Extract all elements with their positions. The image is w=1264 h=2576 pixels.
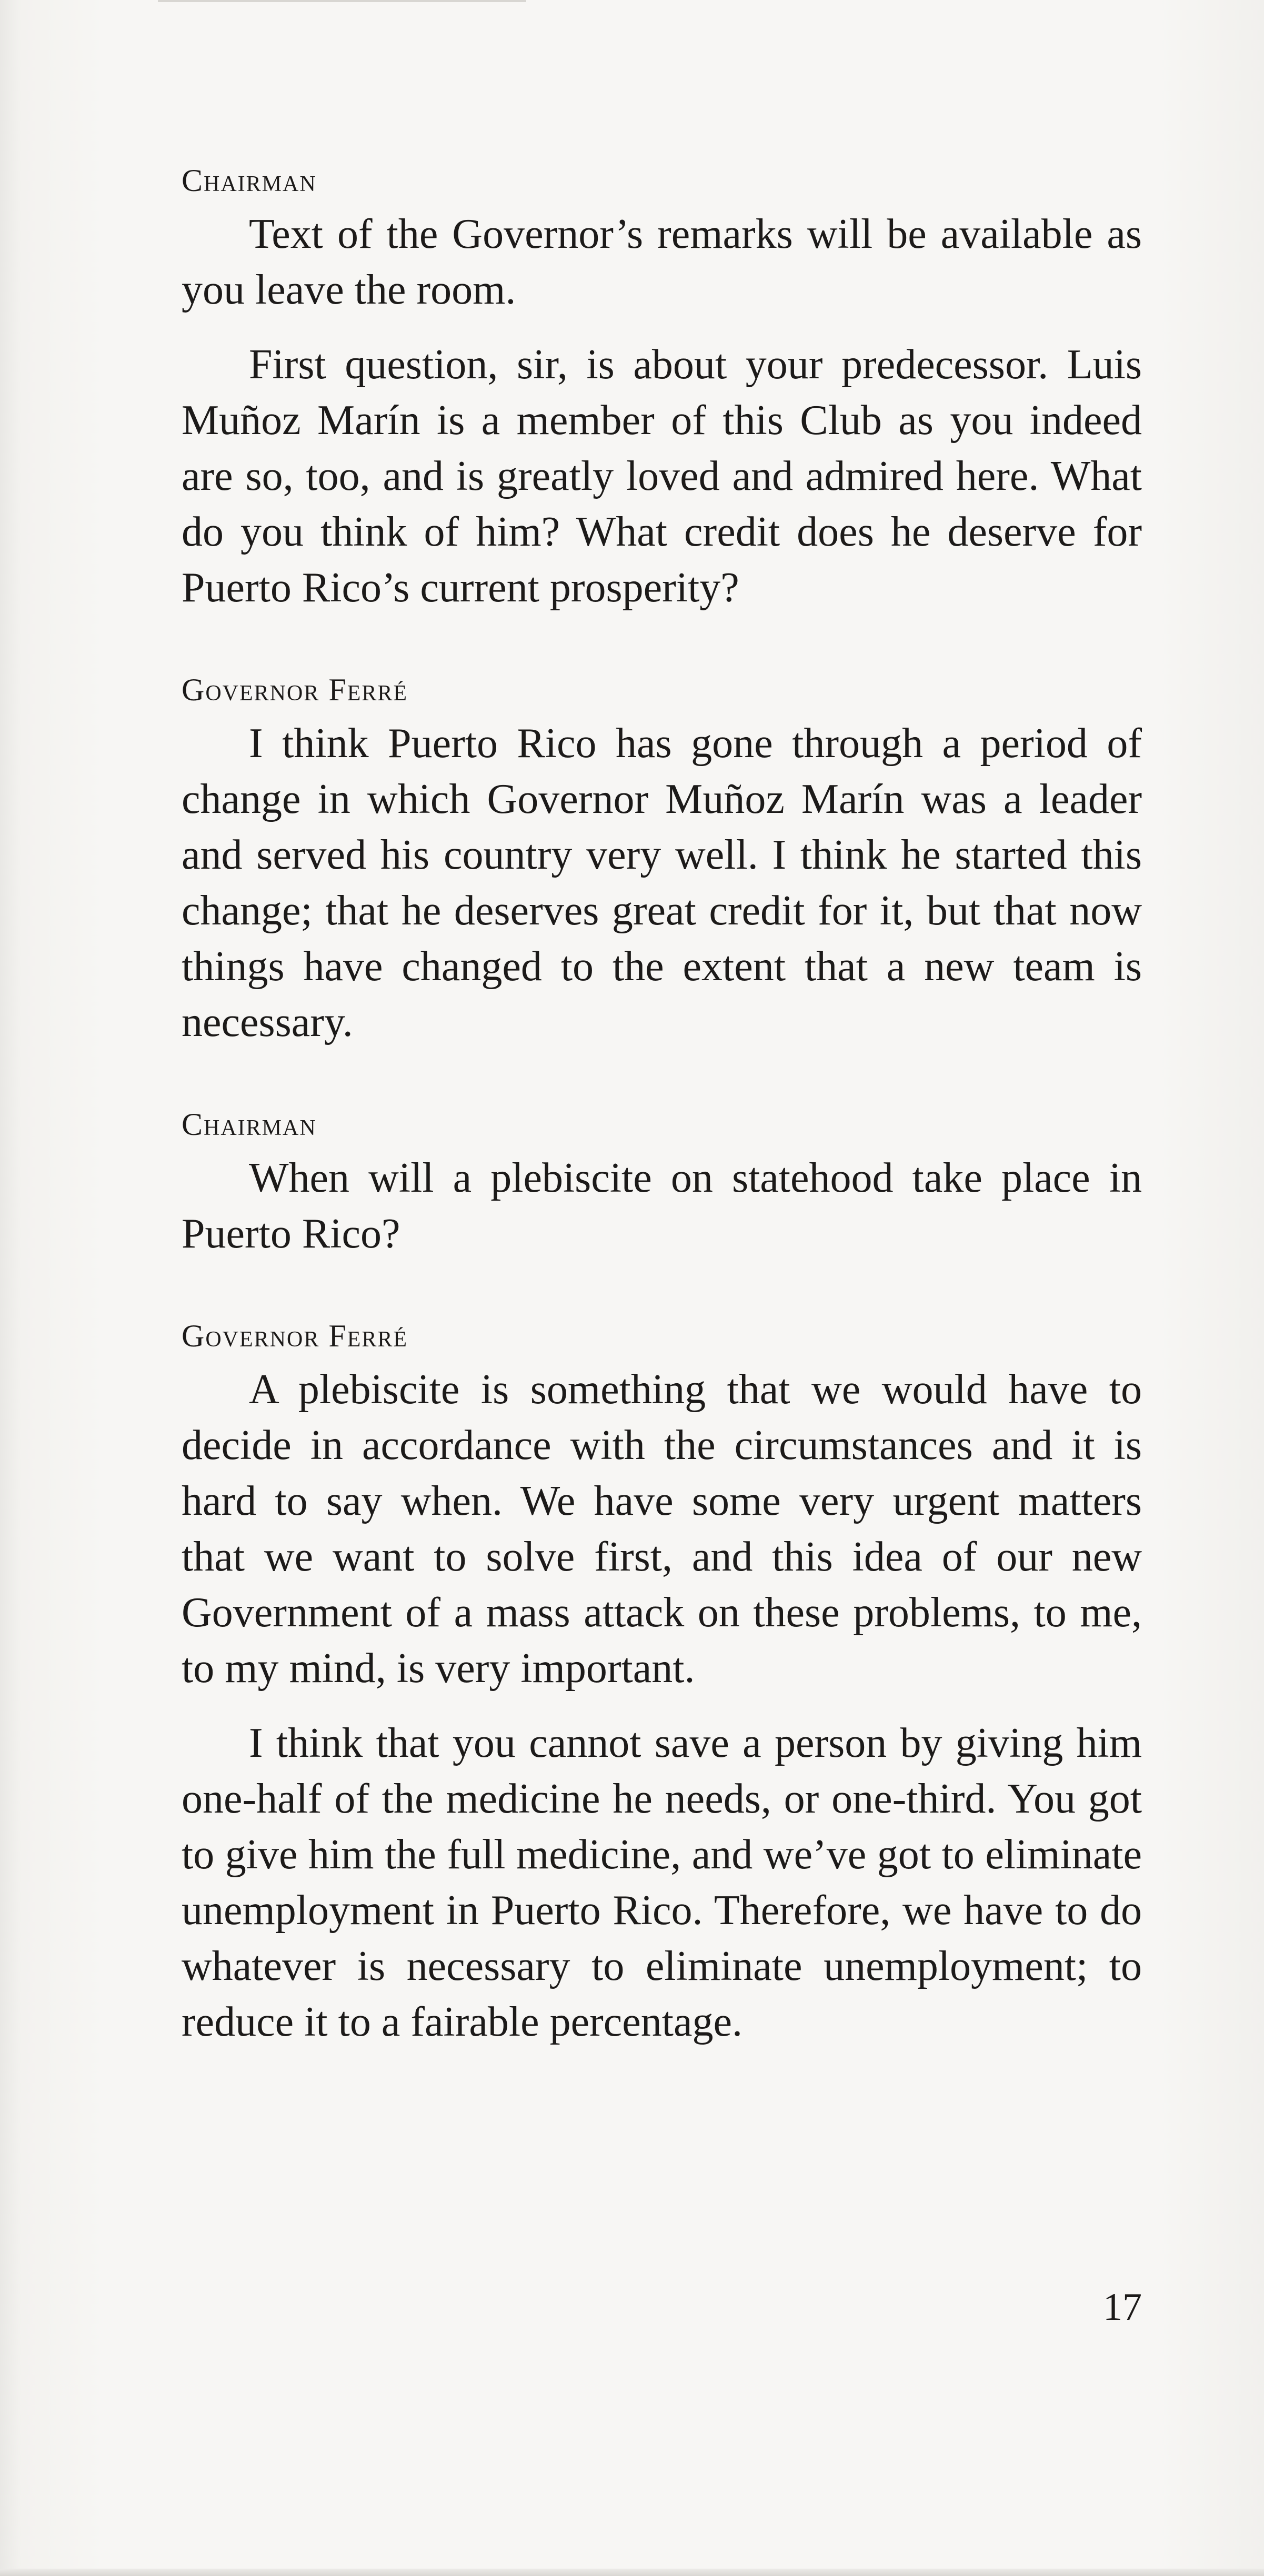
top-rule [158, 0, 526, 2]
speaker-label: Chairman [182, 1107, 317, 1142]
speaker-label: Governor Ferré [182, 1319, 408, 1353]
exchange-governor-1 [182, 666, 1142, 1050]
transcript-text [182, 157, 1142, 2100]
paragraph: When will a plebiscite on statehood take place in Puerto Rico? [182, 1155, 1142, 1257]
paragraph: First question, sir, is about your predecessor. Luis Muñoz Marín is a member of this Club as you indeed are so, too, and is greatly loved and admired here. What do you think of him? What credit does he deserve for Puerto Rico’s current prosperity? [182, 341, 1142, 611]
paragraph: Text of the Governor’s remarks will be available as you leave the room. [182, 211, 1142, 313]
paragraph: A plebiscite is something that we would have to decide in accordance with the circumstances and it is hard to say when. We have some very urgent matters that we want to solve first, and this idea of our new Government of a mass attack on these problems, to me, to my mind, is very important. [182, 1366, 1142, 1692]
page-number: 17 [1103, 2286, 1142, 2329]
paragraph: I think Puerto Rico has gone through a period of change in which Governor Muñoz Marín was a leader and served his country very well. I think he started this change; that he deserves great credit for it, but that now things have changed to the extent that a new team is necessary. [182, 720, 1142, 1045]
exchange-governor-2 [182, 1312, 1142, 2050]
paragraph: I think that you cannot save a person by giving him one-half of the medicine he needs, or one-third. You got to give him the full medicine, and we’ve got to eliminate unemployment in Puerto Rico. Therefore, we have to do whatever is necessary to eliminate unemployment; to reduce it to a fairable percentage. [182, 1720, 1142, 2045]
exchange-chairman-2 [182, 1101, 1142, 1262]
page-bottom-edge [0, 2569, 1264, 2576]
exchange-chairman-1 [182, 157, 1142, 616]
speaker-label: Governor Ferré [182, 672, 408, 707]
speaker-label: Chairman [182, 163, 317, 198]
